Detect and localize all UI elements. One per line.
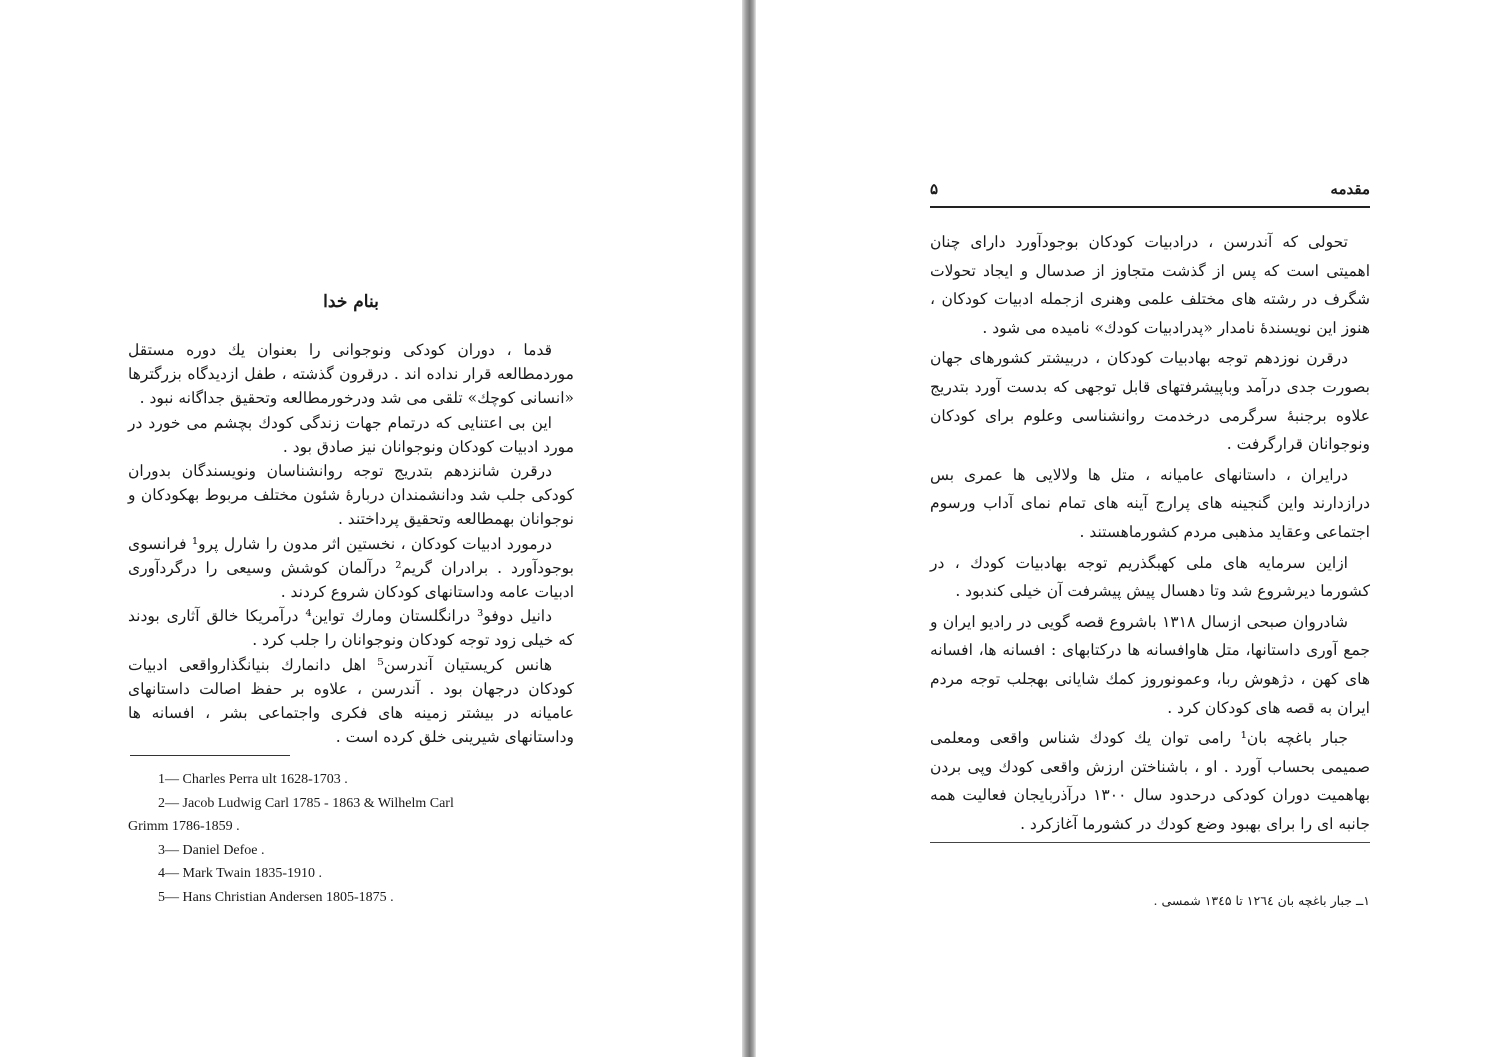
footnotes (128, 768, 548, 909)
footnote-divider (130, 755, 290, 756)
paragraph: درقرن نوزدهم توجه بهادبیات کودکان ، دربیشتر کشورهای جهان بصورت جدی درآمد وباپیشرفتهای قابل توجهی که بدست آورد بتدریج علاوه برجنبهٔ سرگرمی درخدمت روانشناسی وعلوم برای کودکان ونوجوانان قرارگرفت . (930, 349, 1370, 454)
paragraph: قدما ، دوران کودکی ونوجوانی را بعنوان یك دوره مستقل موردمطالعه قرار نداده اند . درقرون گذشته ، طفل ازدیدگاه بزرگترها «انسانی کوچك» تلقی می شد ودرخورمطالعه وتحقیق جداگانه نبود . (128, 341, 574, 408)
paragraph: درایران ، داستانهای عامیانه ، متل ها ولالایی ها عمری بس درازدارند واین گنجینه های پرارج آینه های تمام نمای آداب ورسوم اجتماعی وعقاید مذهبی مردم کشورماهستند . (930, 465, 1370, 541)
footnote: 5— Hans Christian Andersen 1805-1875 . (158, 889, 394, 905)
right-page (756, 0, 1501, 1057)
left-page (0, 0, 742, 1057)
running-title: مقدمه (1330, 180, 1370, 198)
page-heading: بنام خدا (323, 292, 379, 312)
header-divider (930, 206, 1370, 208)
footnote: ۱ــ جبار باغچه بان ۱۲٦٤ تا ۱۳٤۵ شمسی . (1153, 893, 1370, 908)
running-header (930, 180, 1370, 202)
book-gutter (742, 0, 756, 1057)
paragraph: دانیل دوفو³ درانگلستان ومارك تواین⁴ درآمریکا خالق آثاری بودند که خیلی زود توجه کودکان ونوجوانان را جلب کرد . (128, 607, 574, 650)
paragraph: تحولی که آندرسن ، درادبیات کودکان بوجودآورد دارای چنان اهمیتی است که پس از گذشت متجاوز از صدسال و ایجاد تحولات شگرف در رشته های مختلف علمی وهنری ازجمله ادبیات کودکان ، هنوز این نویسندهٔ نامدار «پدرادبیات کودك» نامیده می شود . (930, 233, 1370, 337)
footnote: 4— Mark Twain 1835-1910 . (158, 866, 323, 881)
footnote-continuation: Grimm 1786-1859 . (128, 819, 240, 834)
footnote: 1— Charles Perra ult 1628-1703 . (158, 772, 348, 787)
paragraph: شادروان صبحی ازسال ۱۳۱۸ باشروع قصه گویی در رادیو ایران و جمع آوری داستانها، متل هاوافسانه ها درکتابهای : افسانه ها، افسانه های کهن ، دژهوش ربا، وعمونوروز کمك شایانی بهجلب توجه مردم ایران به قصه های کودکان کرد . (930, 612, 1370, 717)
footnote: 2— Jacob Ludwig Carl 1785 - 1863 & Wilhelm Carl (158, 795, 454, 811)
paragraph: درقرن شانزدهم بتدریج توجه روانشناسان ونویسندگان بدوران کودکی جلب شد ودانشمندان دربارهٔ شئون مختلف مربوط بهکودکان و نوجوانان بهمطالعه وتحقیق پرداختند . (128, 462, 574, 529)
page-number: ۵ (930, 180, 939, 198)
paragraph: درمورد ادبیات کودکان ، نخستین اثر مدون را شارل پرو¹ فرانسوی بوجودآورد . برادران گریم² درآلمان کوشش وسیعی را درگردآوری ادبیات عامه وداستانهای کودکان شروع کردند . (128, 534, 574, 602)
paragraph: ازاین سرمایه های ملی کهبگذریم توجه بهادبیات کودك ، در کشورما دیرشروع شد وتا دهسال پیش پیشرفت آن خیلی کندبود . (930, 553, 1370, 601)
right-body-text (930, 228, 1370, 838)
footnote: 3— Daniel Defoe . (158, 842, 265, 858)
paragraph: این بی اعتنایی که درتمام جهات زندگی کودك بچشم می خورد در مورد ادبیات کودکان ونوجوانان نیز صادق بود . (128, 413, 574, 456)
paragraph: هانس کریستیان آندرسن⁵ اهل دانمارك بنیانگذارواقعی ادبیات کودکان درجهان بود . آندرسن ، علاوه بر حفظ اصالت داستانهای عامیانه در بیشتر زمینه های فکری واجتماعی بشر ، افسانه ها وداستانهای شیرینی خلق کرده است . (128, 655, 574, 747)
footnote-divider (930, 842, 1370, 843)
left-body-text (128, 338, 574, 749)
paragraph: جبار باغچه بان¹ رامی توان یك کودك شناس واقعی ومعلمی صمیمی بحساب آورد . او ، باشناختن ارزش واقعی کودك وپی بردن بهاهمیت دوران کودکی درحدود سال ۱۳۰۰ درآذربایجان فعالیت همه جانبه ای را برای بهبود وضع کودك در کشورما آغازکرد . (930, 729, 1371, 833)
